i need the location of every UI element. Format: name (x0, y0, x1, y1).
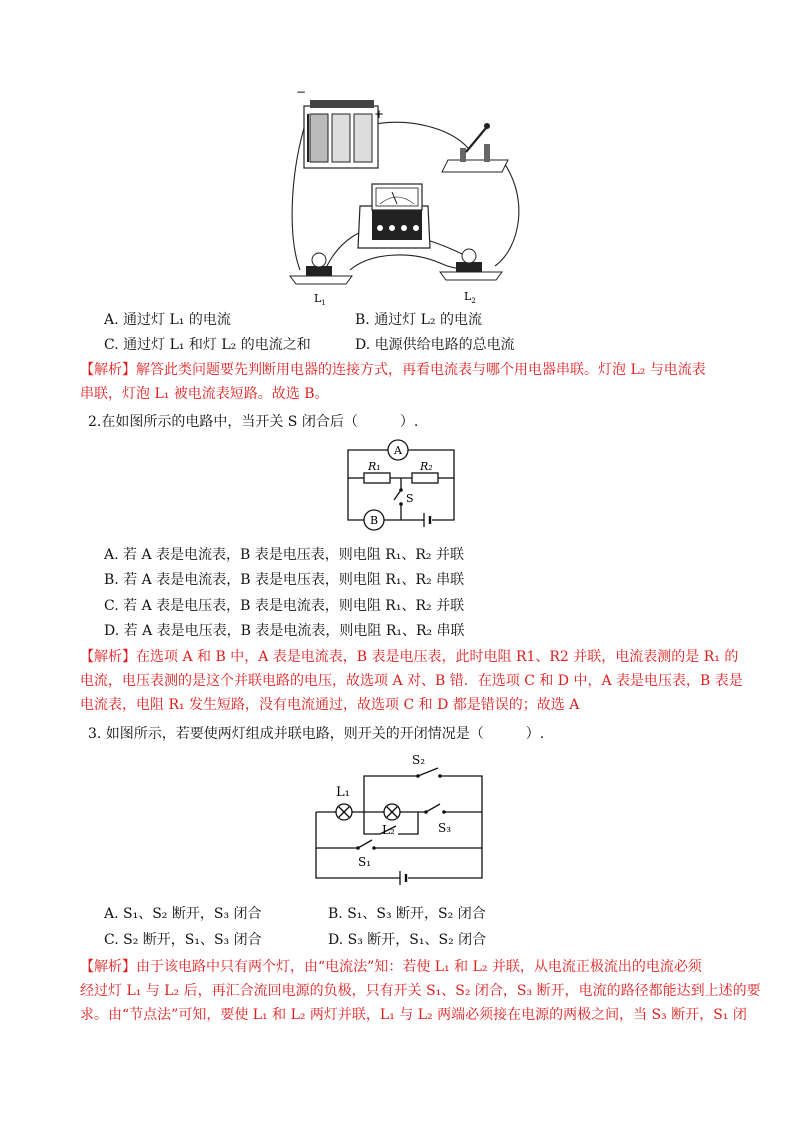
r1-label: R₁ (368, 460, 381, 473)
lamp-l2-icon (384, 804, 400, 820)
lamp-l2-label: $L_2$ (464, 290, 476, 305)
battery-plus-label: + (374, 107, 385, 121)
q3-analysis-line: 【解析】由于该电路中只有两个灯，由“电流法”知：若使 L₁ 和 L₂ 并联，从电流正极流出的电流必须 (80, 959, 702, 975)
meter-a-label: A (394, 444, 402, 457)
q1-analysis (80, 358, 730, 406)
lamp-l1-icon (336, 804, 352, 820)
switch-s2-label: S₂ (412, 753, 426, 767)
q1-option-c: C. 通过灯 L₁ 和灯 L₂ 的电流之和 (104, 337, 311, 353)
lamp-l1-label: L₁ (336, 785, 350, 800)
q2-analysis-line: 【解析】在选项 A 和 B 中，A 表是电流表，B 表是电压表，此时电阻 R1、R2 并联，电流表测的是 R₁ 的 (80, 649, 739, 665)
q3-circuit-figure (300, 750, 490, 890)
knife-switch-icon (442, 123, 508, 172)
q1-circuit-figure (280, 88, 530, 310)
r2-label: R₂ (420, 460, 433, 473)
q2-option-d: D. 若 A 表是电压表，B 表是电流表，则电阻 R₁、R₂ 串联 (104, 623, 465, 639)
lamp-l2-icon (440, 249, 502, 280)
q3-option-b: B. S₁、S₃ 断开，S₂ 闭合 (328, 906, 486, 922)
q3-option-c: C. S₂ 断开，S₁、S₃ 闭合 (104, 932, 262, 948)
q3-option-d: D. S₃ 断开，S₁、S₂ 闭合 (328, 932, 487, 948)
q2-analysis (80, 645, 743, 717)
switch-s-label: S (406, 492, 414, 505)
q1-analysis-line: 串联，灯泡 L₁ 被电流表短路。故选 B。 (80, 386, 329, 402)
q2-analysis-line: 电流，电压表测的是这个并联电路的电压，故选项 A 对、B 错．在选项 C 和 D 中，A 表是电压表，B 表是 (80, 673, 743, 689)
q1-option-d: D. 电源供给电路的总电流 (355, 337, 515, 353)
switch-s3-label: S₃ (438, 821, 452, 835)
q2-option-b: B. 若 A 表是电流表，B 表是电压表，则电阻 R₁、R₂ 串联 (104, 572, 465, 588)
q2-circuit-figure (340, 436, 464, 534)
q3-analysis-line: 经过灯 L₁ 与 L₂ 后，再汇合流回电源的负极，只有开关 S₁、S₂ 闭合，S₃ 断开，电流的路径都能达到上述的要 (80, 983, 761, 999)
q3-option-a: A. S₁、S₂ 断开，S₃ 闭合 (104, 906, 262, 922)
q2-analysis-line: 电流表，电阻 R₁ 发生短路，没有电流通过，故选项 C 和 D 都是错误的；故选 A (80, 697, 580, 713)
q3-stem: 3. 如图所示，若要使两灯组成并联电路，则开关的开闭情况是（ ）. (88, 726, 545, 742)
switch-s1-label: S₁ (358, 855, 372, 869)
q1-analysis-line: 【解析】解答此类问题要先判断用电器的连接方式，再看电流表与哪个用电器串联。灯泡 L₂ 与电流表 (80, 362, 706, 378)
lamp-l2-label: L₂ (382, 823, 395, 837)
q1-option-a: A. 通过灯 L₁ 的电流 (104, 312, 231, 328)
ammeter-icon (358, 184, 430, 248)
q2-stem: 2.在如图所示的电路中，当开关 S 闭合后（ ）. (88, 414, 419, 430)
battery-icon (304, 100, 378, 168)
battery-minus-label: − (296, 88, 307, 99)
lamp-l1-label: $L_1$ (314, 292, 326, 307)
q2-option-a: A. 若 A 表是电流表，B 表是电压表，则电阻 R₁、R₂ 并联 (104, 547, 464, 563)
q1-option-b: B. 通过灯 L₂ 的电流 (355, 312, 482, 328)
meter-b-label: B (369, 514, 379, 527)
q3-analysis (80, 955, 761, 1027)
q3-analysis-line: 求。由“节点法”可知，要使 L₁ 和 L₂ 两灯并联，L₁ 与 L₂ 两端必须接在电源的两极之间，当 S₃ 断开，S₁ 闭 (80, 1007, 747, 1023)
q2-option-c: C. 若 A 表是电压表，B 表是电流表，则电阻 R₁、R₂ 并联 (104, 598, 465, 614)
